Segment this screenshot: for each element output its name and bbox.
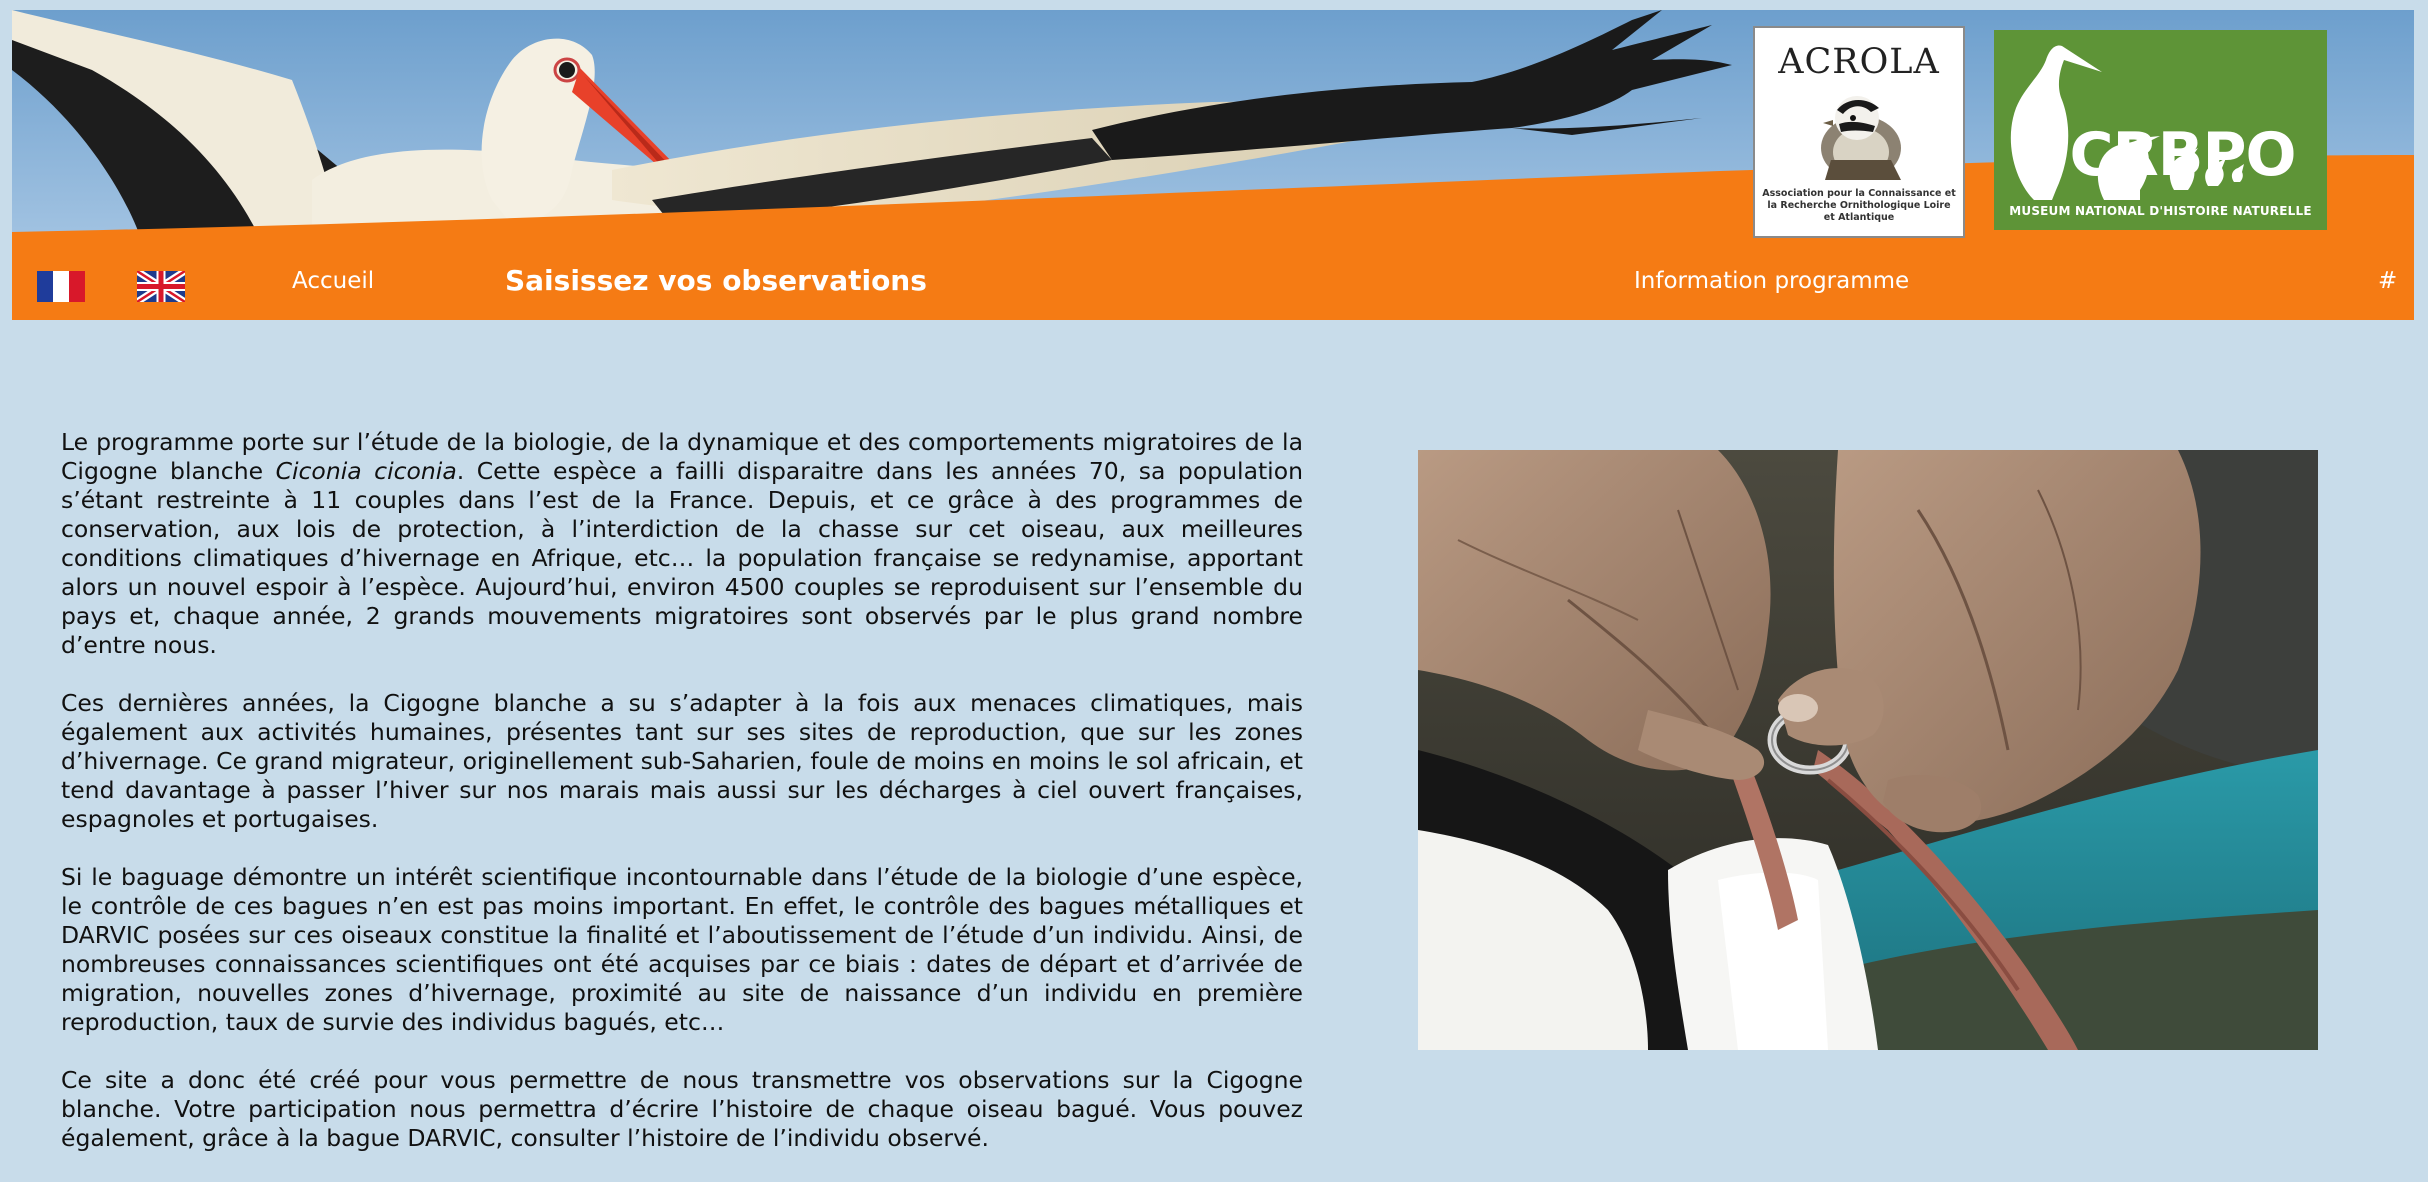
crbpo-logo-title: CRBPO <box>2069 120 2296 190</box>
nav-link-hash[interactable]: # <box>2378 268 2398 294</box>
paragraph-participation: Ce site a donc été créé pour vous permettre de nous transmettre vos observations sur la Cigogne blanche. Votre participation nous permettra d’écrire l’histoire de chaque oiseau bagué. Vous pouvez également, grâce à la bague DARVIC, consulter l’histoire de l’individu observé. <box>61 1066 1303 1152</box>
acrola-logo[interactable] <box>1753 26 1965 238</box>
paragraph-intro-end: . Cette espèce a failli disparaitre dans les années 70, sa population s’étant restreinte à 11 couples dans l’est de la France. Depuis, et ce grâce à des programmes de conservation, aux lois de protection, à l’interdiction de la chasse sur cet oiseau, aux meilleures conditions climatiques d’hivernage en Afrique, etc… la population française se redynamise, apportant alors un nouvel espoir à l’espèce. Aujourd’hui, environ 4500 couples se reproduisent sur l’ensemble du pays et, chaque année, 2 grands mouvements migratoires sont observés par le plus grand nombre d’entre nous. <box>61 457 1303 659</box>
paragraph-ringing: Si le baguage démontre un intérêt scientifique incontournable dans l’étude de la biologie d’une espèce, le contrôle de ces bagues n’en est pas moins important. En effet, le contrôle des bagues métalliques et DARVIC posées sur ces oiseaux constitue la finalité et l’aboutissement de l’étude d’un individu. Ainsi, de nombreuses connaissances scientifiques ont été acquises par ce biais : dates de départ et d’arrivée de migration, nouvelles zones d’hivernage, proximité au site de naissance d’un individu en première reproduction, taux de survie des individus bagués, etc… <box>61 863 1303 1036</box>
nav-link-home[interactable]: Accueil <box>292 268 375 294</box>
program-description <box>61 428 1303 1182</box>
flag-uk-icon[interactable] <box>137 271 185 302</box>
species-latin-name: Ciconia ciconia <box>275 457 457 485</box>
paragraph-intro <box>61 428 1303 660</box>
crbpo-logo-subtitle: MUSEUM NATIONAL D'HISTOIRE NATURELLE <box>2009 204 2312 218</box>
paragraph-adaptation: Ces dernières années, la Cigogne blanche a su s’adapter à la fois aux menaces climatiques, mais également aux activités humaines, présentes tant sur ses sites de reproduction, que sur les zones d’hivernage. Ce grand migrateur, originellement sub-Saharien, foule de moins en moins le sol africain, et tend davantage à passer l’hiver sur nos marais mais aussi sur les décharges à ciel ouvert françaises, espagnoles et portugaises. <box>61 689 1303 833</box>
nav-link-program-info[interactable]: Information programme <box>1634 268 1910 294</box>
site-header <box>12 10 2414 320</box>
sparrow-icon <box>1801 90 1919 186</box>
stork-ringing-photo <box>1418 450 2318 1050</box>
flag-france-icon[interactable] <box>37 271 85 302</box>
nav-link-observations[interactable]: Saisissez vos observations <box>505 264 927 297</box>
paragraph-intro-start: Le programme porte sur l’étude de la biologie, de la dynamique et des comportements migratoires de la Cigogne blanche <box>61 428 1303 485</box>
acrola-tagline: Association pour la Connaissance et la Recherche Ornithologique Loire et Atlantique <box>1762 188 1956 223</box>
crbpo-logo[interactable] <box>1994 30 2327 230</box>
main-nav-bar <box>12 242 2414 320</box>
acrola-logo-title: ACROLA <box>1778 42 1940 82</box>
